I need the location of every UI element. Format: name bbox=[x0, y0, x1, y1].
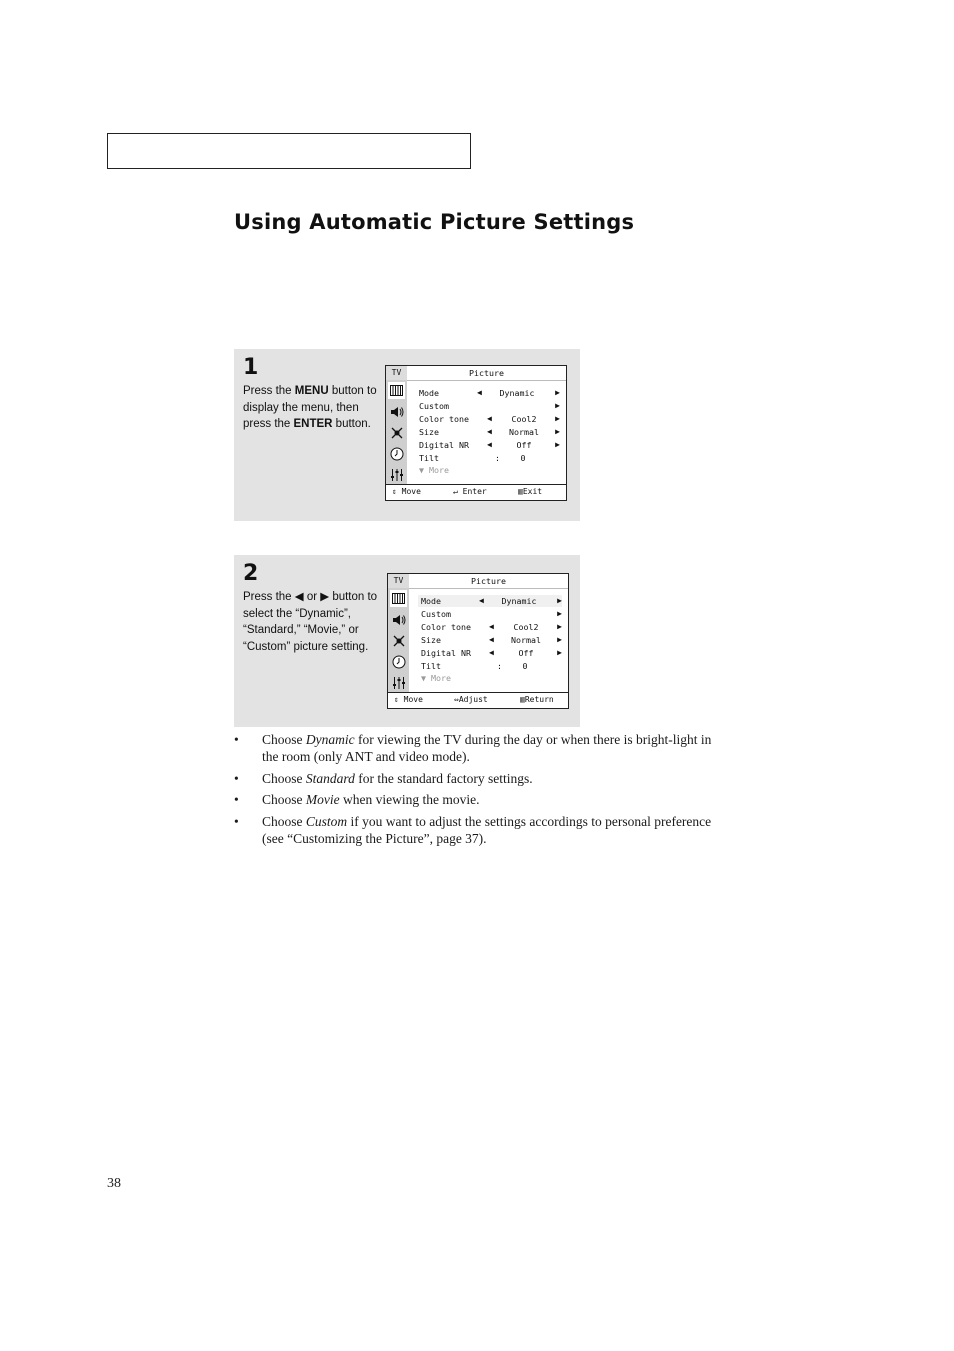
left-arrow-icon: ◀ bbox=[489, 648, 494, 657]
left-arrow-icon: ◀ bbox=[477, 388, 482, 397]
setup-sliders-icon bbox=[390, 674, 407, 691]
picture-icon bbox=[390, 590, 407, 607]
move-hint: ⇕ Move bbox=[392, 487, 421, 496]
osd-row-tilt[interactable]: Tilt : 0 bbox=[421, 661, 528, 671]
osd-footer bbox=[386, 484, 566, 500]
sound-icon bbox=[388, 403, 405, 420]
osd-tv-tab: TV bbox=[388, 574, 409, 588]
up-down-arrow-icon: ⇕ bbox=[394, 695, 399, 704]
left-arrow-icon: ◀ bbox=[487, 440, 492, 449]
right-arrow-icon: ▶ bbox=[555, 401, 560, 410]
right-arrow-icon: ▶ bbox=[555, 388, 560, 397]
right-arrow-icon: ▶ bbox=[557, 609, 562, 618]
left-arrow-icon: ◀ bbox=[487, 427, 492, 436]
osd-title: Picture bbox=[407, 366, 566, 381]
step-2-number: 2 bbox=[243, 561, 259, 586]
step-1-panel bbox=[234, 349, 580, 521]
clock-icon bbox=[390, 653, 407, 670]
enter-icon: ↵ bbox=[453, 487, 458, 496]
list-item: • Choose Dynamic for viewing the TV during the day or when there is bright-light in the room (only ANT and video mode). bbox=[234, 732, 712, 764]
left-arrow-icon: ◀ bbox=[479, 596, 484, 605]
right-arrow-icon: ▶ bbox=[557, 648, 562, 657]
left-arrow-icon: ◀ bbox=[294, 591, 304, 603]
bullet-icon: • bbox=[234, 732, 239, 747]
osd-footer bbox=[388, 692, 568, 708]
header-box bbox=[107, 133, 471, 169]
osd-row-size[interactable]: Size ◀ Normal ▶ bbox=[419, 427, 560, 437]
bullet-icon: • bbox=[234, 813, 239, 829]
channel-antenna-icon bbox=[390, 632, 407, 649]
return-hint: ▥Return bbox=[520, 695, 554, 704]
menu-icon: ▥ bbox=[518, 487, 523, 496]
menu-icon: ▥ bbox=[520, 695, 525, 704]
osd-row-color-tone[interactable]: Color tone ◀ Cool2 ▶ bbox=[421, 622, 562, 632]
osd-row-color-tone[interactable]: Color tone ◀ Cool2 ▶ bbox=[419, 414, 560, 424]
clock-icon bbox=[388, 445, 405, 462]
setup-sliders-icon bbox=[388, 466, 405, 483]
osd-row-custom[interactable]: Custom ▶ bbox=[421, 609, 562, 619]
osd-sidebar bbox=[388, 588, 409, 693]
up-down-arrow-icon: ⇕ bbox=[392, 487, 397, 496]
osd-title: Picture bbox=[409, 574, 568, 589]
osd-row-tilt[interactable]: Tilt : 0 bbox=[419, 453, 526, 463]
list-item: • Choose Movie when viewing the movie. bbox=[234, 792, 480, 807]
move-hint: ⇕ Move bbox=[394, 695, 423, 704]
osd-row-more[interactable]: ▼ More bbox=[421, 673, 451, 683]
osd-row-mode[interactable]: Mode ◀ Dynamic ▶ bbox=[419, 388, 560, 398]
left-arrow-icon: ◀ bbox=[489, 635, 494, 644]
step-2-instructions: Press the ◀ or ▶ button to select the “Dynamic”, “Standard,” “Movie,” or “Custom” picture setting. bbox=[243, 591, 378, 653]
left-arrow-icon: ◀ bbox=[489, 622, 494, 631]
osd-row-more[interactable]: ▼ More bbox=[419, 465, 449, 475]
right-arrow-icon: ▶ bbox=[557, 635, 562, 644]
step-1-number: 1 bbox=[243, 355, 259, 380]
right-arrow-icon: ▶ bbox=[555, 440, 560, 449]
right-arrow-icon: ▶ bbox=[557, 622, 562, 631]
step-2-panel bbox=[234, 555, 580, 727]
osd-picture-menu-2 bbox=[387, 573, 569, 709]
osd-picture-menu-1 bbox=[385, 365, 567, 501]
bullet-icon: • bbox=[234, 770, 239, 786]
left-arrow-icon: ◀ bbox=[487, 414, 492, 423]
page-title: Using Automatic Picture Settings bbox=[234, 210, 635, 234]
osd-row-size[interactable]: Size ◀ Normal ▶ bbox=[421, 635, 562, 645]
right-arrow-icon: ▶ bbox=[557, 596, 562, 605]
osd-sidebar bbox=[386, 380, 407, 485]
osd-row-custom[interactable]: Custom ▶ bbox=[419, 401, 560, 411]
osd-tv-tab: TV bbox=[386, 366, 407, 380]
exit-hint: ▥Exit bbox=[518, 487, 543, 496]
right-arrow-icon: ▶ bbox=[555, 414, 560, 423]
picture-icon bbox=[388, 382, 405, 399]
osd-row-digital-nr[interactable]: Digital NR ◀ Off ▶ bbox=[421, 648, 562, 658]
channel-antenna-icon bbox=[388, 424, 405, 441]
page-number: 38 bbox=[107, 1176, 121, 1191]
list-item: • Choose Custom if you want to adjust the settings accordings to personal preference (see “Customizing the Picture”, page 37). bbox=[234, 813, 712, 846]
right-arrow-icon: ▶ bbox=[555, 427, 560, 436]
list-item: • Choose Standard for the standard factory settings. bbox=[234, 770, 533, 786]
step-1-instructions: Press the MENU button to display the menu, then press the ENTER button. bbox=[243, 385, 377, 430]
enter-hint: ↵ Enter bbox=[453, 487, 487, 496]
sound-icon bbox=[390, 611, 407, 628]
adjust-hint: ⇔Adjust bbox=[454, 695, 488, 704]
osd-row-digital-nr[interactable]: Digital NR ◀ Off ▶ bbox=[419, 440, 560, 450]
left-right-arrow-icon: ⇔ bbox=[454, 695, 459, 704]
osd-row-mode-selected[interactable]: Mode ◀ Dynamic ▶ bbox=[418, 595, 562, 607]
mode-descriptions-list bbox=[234, 731, 724, 851]
right-arrow-icon: ▶ bbox=[320, 591, 330, 603]
bullet-icon: • bbox=[234, 792, 239, 807]
